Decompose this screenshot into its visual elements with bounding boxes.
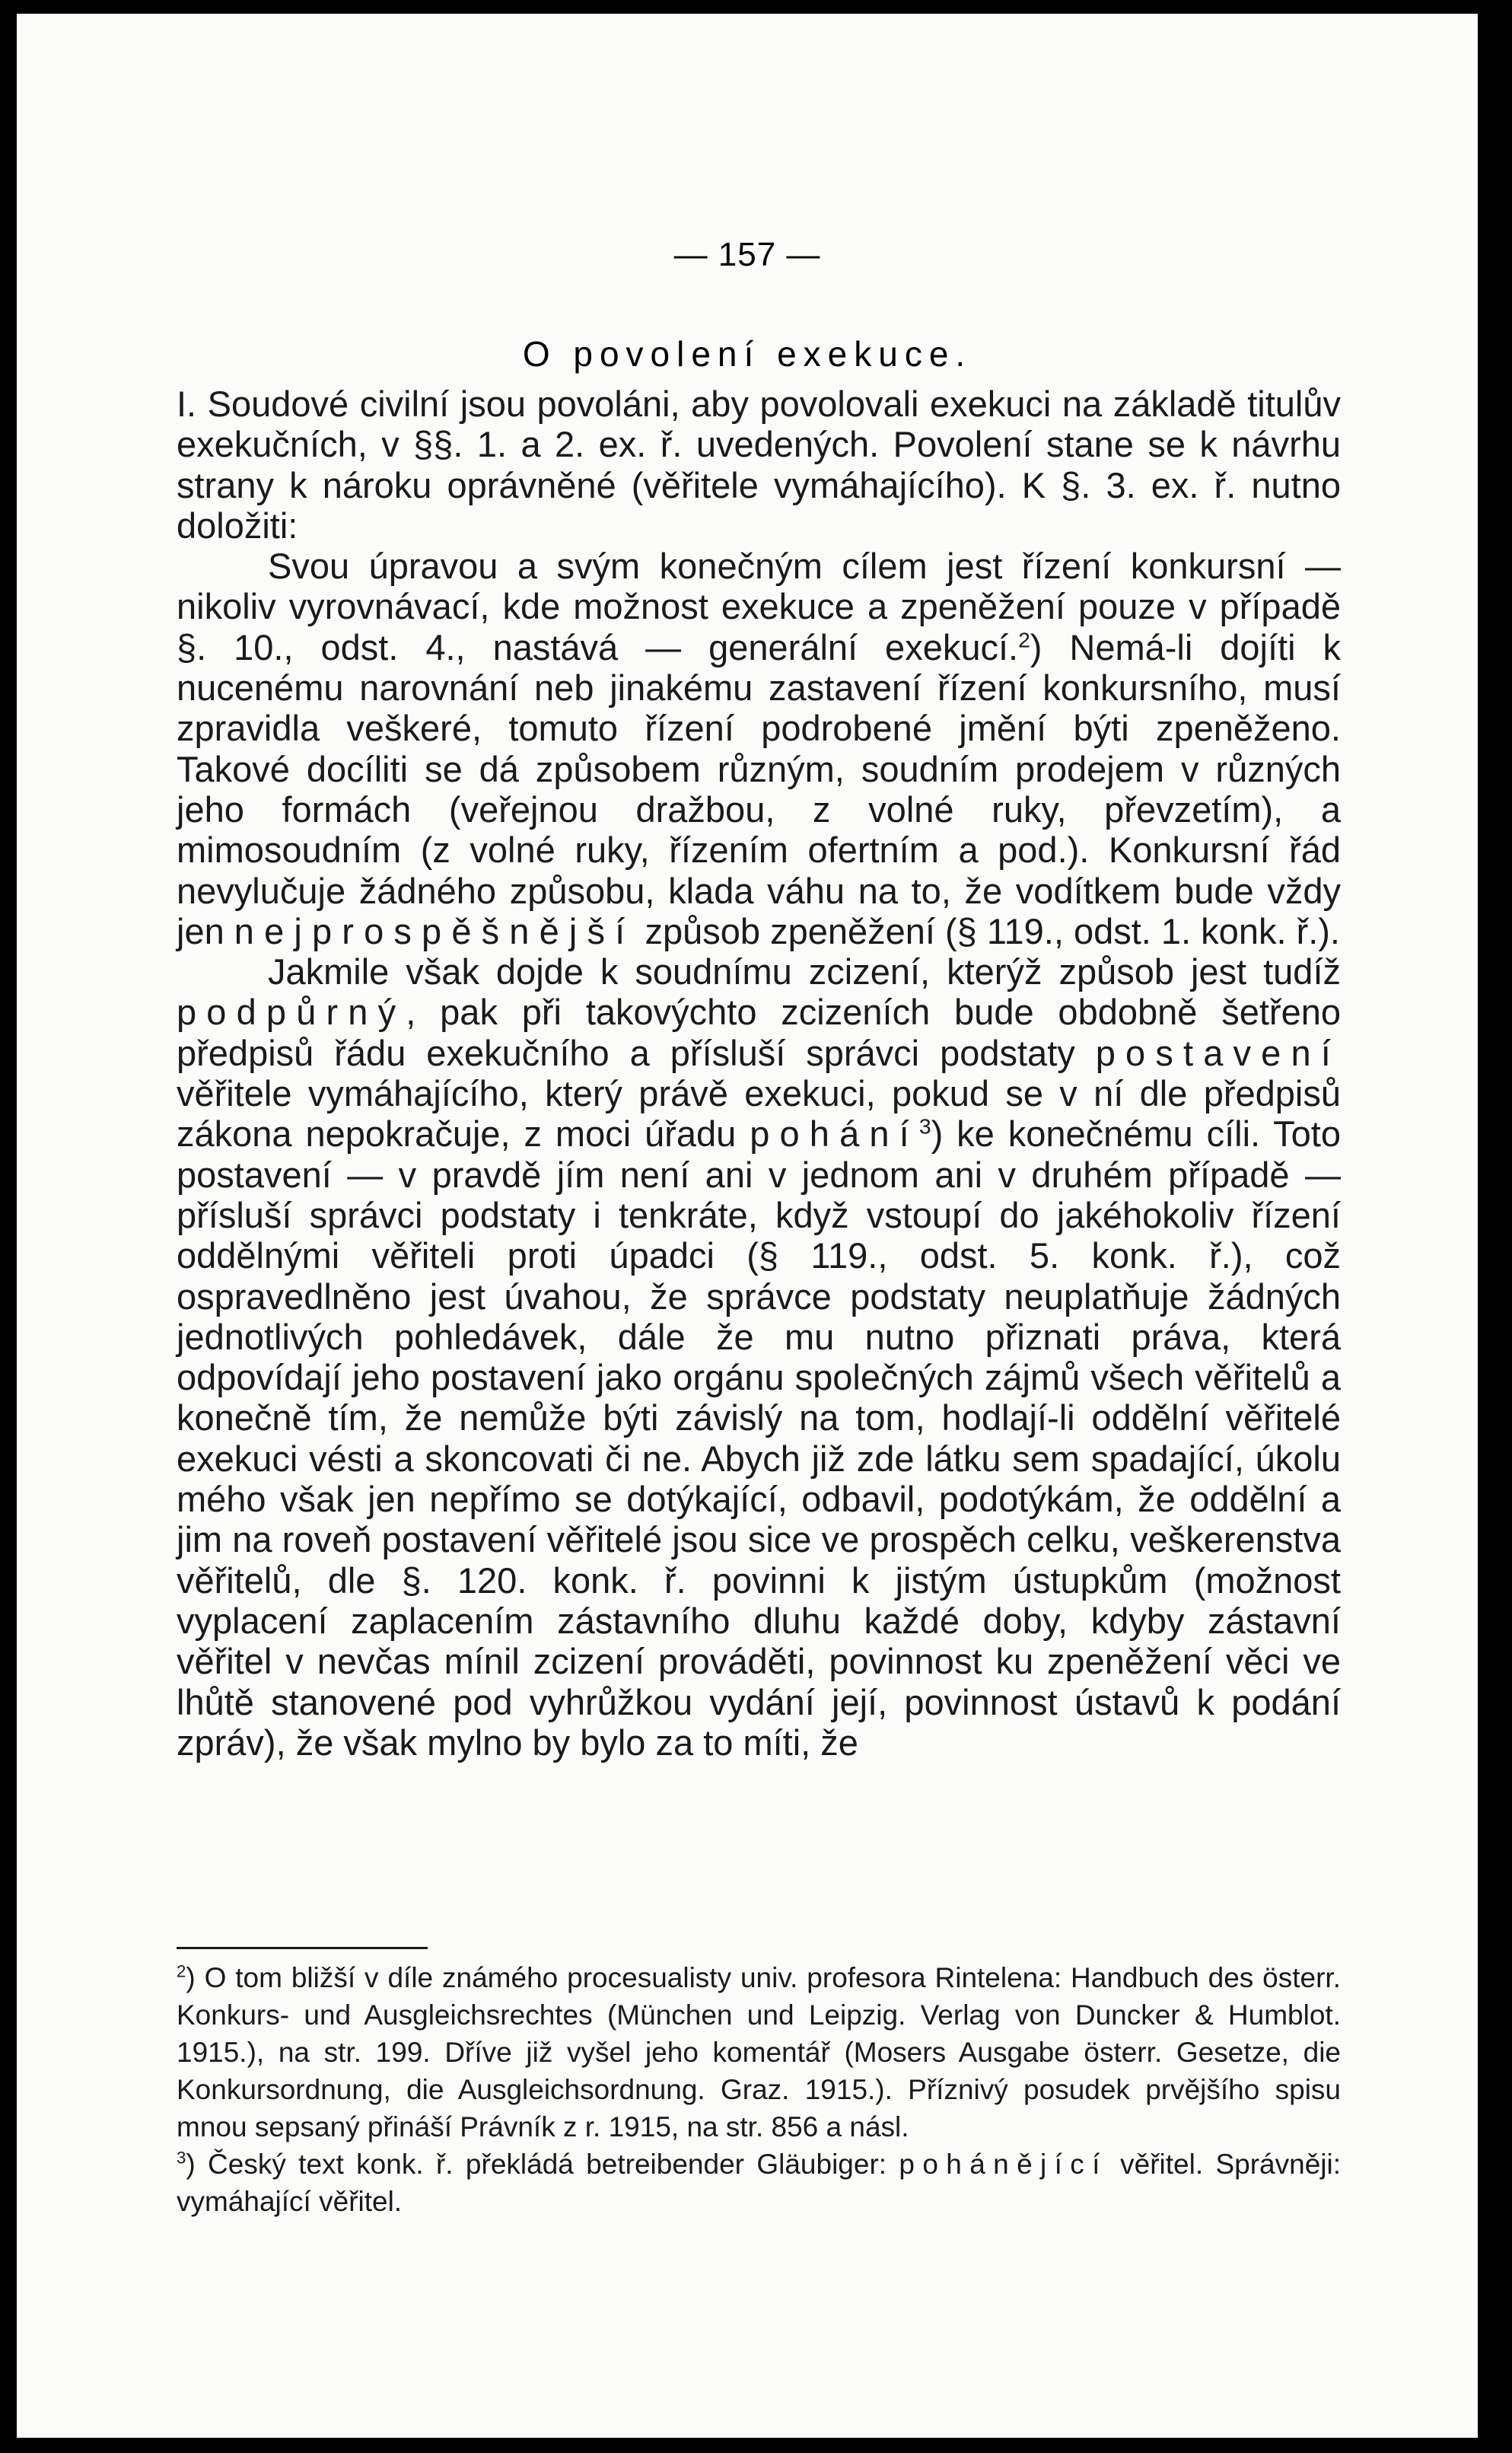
paragraph-text: způsob zpeněžení (§ 119., odst. 1. konk. ř.). (635, 910, 1340, 951)
section-title: O povolení exekuce. (522, 334, 972, 374)
footnote-marker: 2 (177, 1961, 186, 1981)
paragraph-3 (177, 951, 1341, 1763)
paragraph-text: Svou úpravou a svým konečným cílem jest řízení konkursní — nikoliv vyrovnávací, kde možnost exekuce a zpeněžení pouze v případě §. 10., odst. 4., nastává — generální exekucí. (177, 546, 1341, 667)
emphasized-term: podpůrný (177, 992, 406, 1033)
paragraph-text: I. Soudové civilní jsou povoláni, aby povolovali exekuci na základě titulův exekučních, v §§. 1. a 2. ex. ř. uvedených. Povolení stane se k návrhu strany k nároku oprávněné (věřitele vymáhajícího). K §. 3. ex. ř. nutno doložiti: (177, 384, 1341, 546)
footnote-text: ) Český text konk. ř. překládá betreibender Gläubiger: (186, 2149, 899, 2180)
emphasized-term: nejprospěšnější (234, 910, 635, 951)
emphasized-term: postavení (1095, 1032, 1341, 1073)
footnote-marker: 3 (918, 1113, 931, 1139)
paragraph-2 (177, 546, 1341, 951)
footnote-2 (177, 1959, 1341, 2146)
footnote-rule (177, 1947, 428, 1949)
main-text (177, 384, 1341, 1763)
paragraph-text: ) Nemá-li dojíti k nucenému narovnání neb jinakému zastavení řízení konkursního, musí zpravidla veškeré, tomuto řízení podrobené jmění býti zpeněženo. Takové docíliti se dá způsobem různým, soudním prodejem v různých jeho formách (veřejnou dražbou, z volné ruky, převzetím), a mimosoudním (z volné ruky, řízením ofertním a pod.). Konkursní řád nevylučuje žádného způsobu, klada váhu na to, že vodítkem bude vždy jen (177, 626, 1341, 951)
paragraph-1 (177, 384, 1341, 546)
footnote-3 (177, 2146, 1341, 2220)
page-number: — 157 — (673, 236, 821, 273)
paragraph-text: Jakmile však dojde k soudnímu zcizení, kterýž způsob jest tudíž (268, 951, 1341, 992)
paragraph-text: ) ke konečnému cíli. Toto postavení — v pravdě jím není ani v jednom ani v druhém případě — přísluší správci podstaty i tenkráte, když vstoupí do jakéhokoliv řízení oddělnými věřiteli proti úpadci (§ 119., odst. 5. konk. ř.), což ospravedlněno jest úvahou, že správce podstaty neuplatňuje žádných jednotlivých pohledávek, dále že mu nutno přiznati práva, která odpovídají jeho postavení jako orgánu společných zájmů všech věřitelů a konečně tím, že nemůže býti závislý na tom, hodlají-li oddělní věřitelé exekuci vésti a skoncovati či ne. Abych již zde látku sem spadající, úkolu mého však jen nepřímo se dotýkající, odbavil, podotýkám, že oddělní a jim na roveň postavení věřitelé jsou sice ve prospěch celku, veškerenstva věřitelů, dle §. 120. konk. ř. povinni k jistým ústupkům (možnost vyplacení zaplacením zástavního dluhu každé doby, kdyby zástavní věřitel v nevčas mínil zcizení prováděti, povinnost ku zpeněžení věci ve lhůtě stanovené pod vyhrůžkou vydání její, povinnost ústavů k podání zpráv), že však mylno by bylo za to míti, že (177, 1113, 1342, 1763)
paragraph-text: , pak při takovýchto zcizeních bude obdobně šetřeno předpisů řádu exekučního a přísluší správci podstaty (177, 992, 1341, 1073)
footnote-marker: 2 (1018, 627, 1030, 652)
emphasized-term: pohání (750, 1113, 919, 1155)
book-page (17, 14, 1478, 2438)
footnote-text: ) O tom bližší v díle známého procesualisty univ. profesora Rintelena: Handbuch des österr. Konkurs- und Ausgleichsrechtes (München und Leipzig. Verlag von Duncker & Humblot. 1915.), na str. 199. Dříve již vyšel jeho komentář (Mosers Ausgabe österr. Gesetze, die Konkursordnung, die Ausgleichsordnung. Graz. 1915.). Příznivý posudek prvějšího spisu mnou sepsaný přináší Právník z r. 1915, na str. 856 a násl. (177, 1962, 1341, 2142)
footnote-marker: 3 (177, 2148, 186, 2168)
footnotes (177, 1959, 1341, 2220)
paragraph-text: věřitele vymáhajícího, který právě exekuci, pokud se v ní dle předpisů zákona nepokračuje, z moci úřadu (177, 1073, 1341, 1155)
emphasized-term: pohánějící (899, 2149, 1108, 2180)
footnote-text: věřitel. Správněji: vymáhající věřitel. (177, 2149, 1341, 2217)
